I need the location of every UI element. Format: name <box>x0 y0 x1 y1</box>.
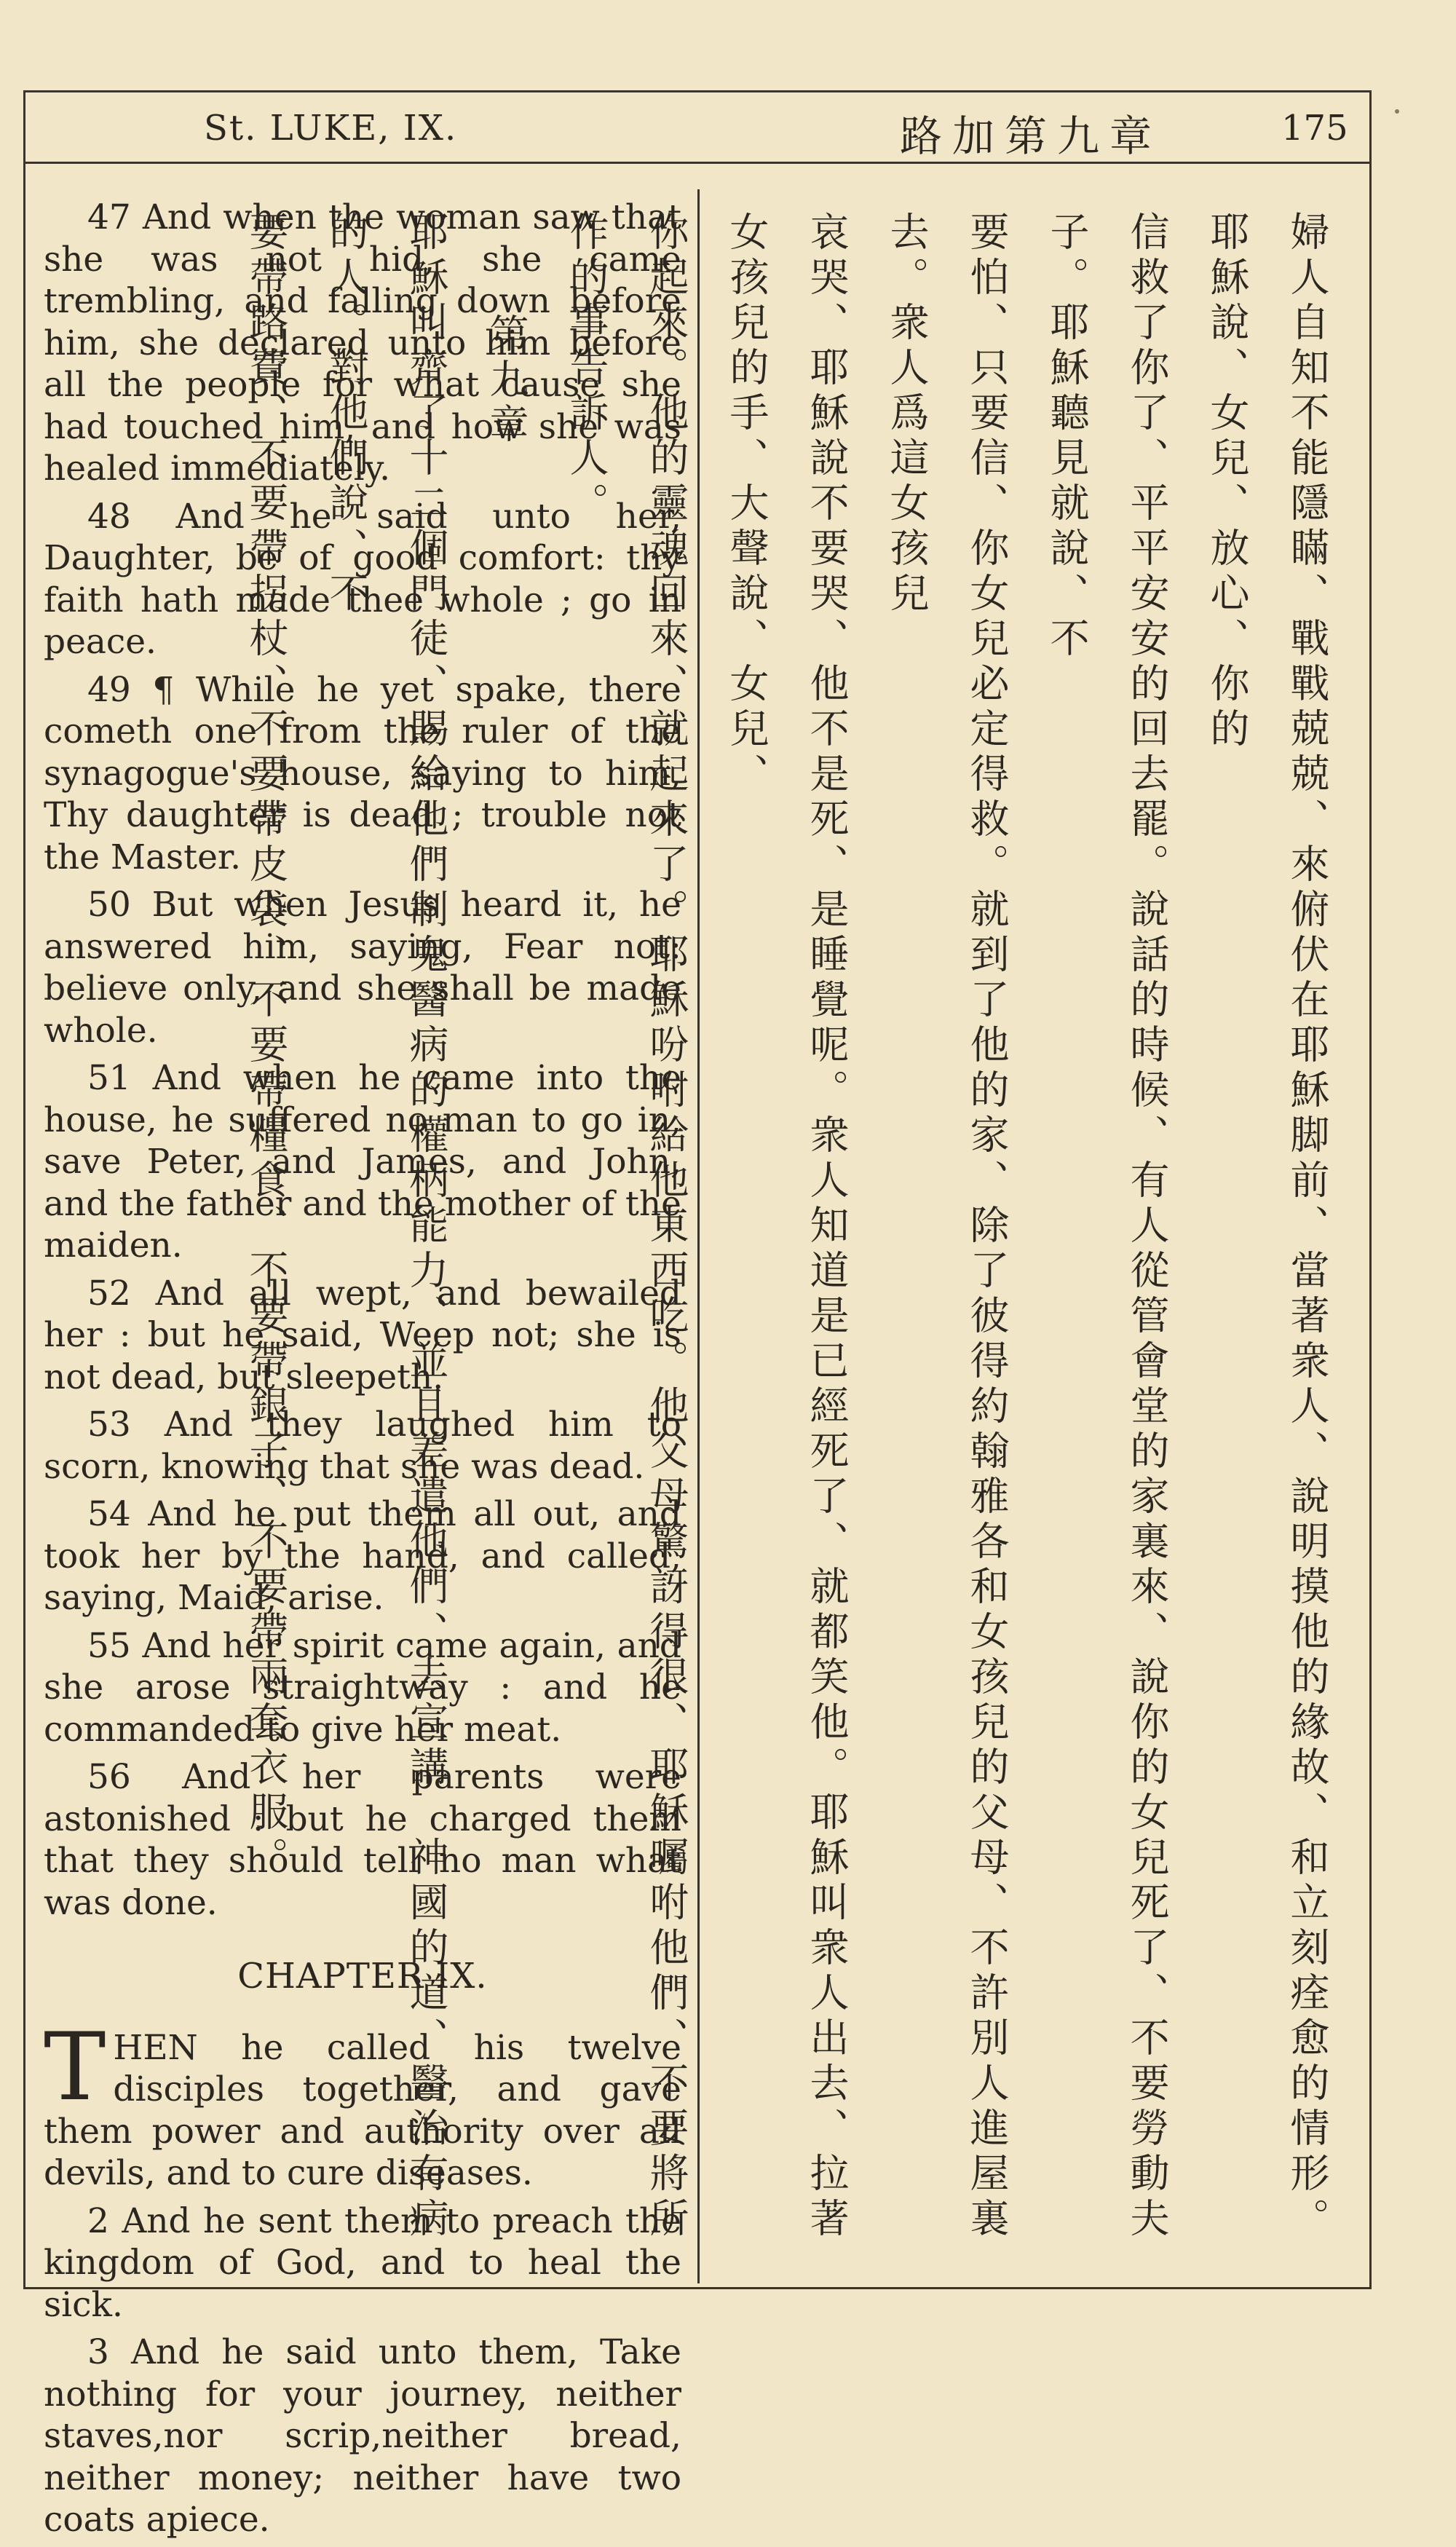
chinese-line-1: 婦人自知不能隱瞞、戰戰兢兢、來俯伏在耶穌脚前、當著衆人、說明摸他的緣故、和立刻痊愈的情形。耶穌說、女兒、放心、你的 <box>1204 211 1330 2243</box>
chinese-chapter-heading: 第九章 <box>483 313 529 449</box>
verse-48: 48 And he said unto her, Daughter, be of good comfort: thy faith hath made thee whole ; go in peace. <box>44 496 681 662</box>
verse-56: 56 And her parents were astonished : but he charged them that they should tell no man what was done. <box>44 1757 681 1923</box>
margin-mark <box>1395 109 1399 114</box>
verse-52: 52 And all wept, and bewailed her : but he said, Weep not; she is not dead, but sleepeth. <box>44 1273 681 1397</box>
chinese-line-5: 你起來。他的靈魂回來、就起來了。耶穌吩咐給他東西吃。他父母驚訝得很、耶穌囑咐他們、不要將所作的事告訴人。 <box>563 211 689 2243</box>
running-head-book: St. LUKE, IX. <box>204 108 458 149</box>
chinese-line-2: 信救了你了、平平安安的回去罷。說話的時候、有人從管會堂的家裏來、說你的女兒死了、不要勞動夫子。耶穌聽見就說、不 <box>1044 211 1170 2243</box>
verse-47: 47 And when the woman saw that she was not hid, she came trembling, and falling down before him, she declared unto him before all the people for what cause she had touched him, and how she was healed immediately. <box>44 197 681 489</box>
verse-53: 53 And they laughed him to scorn, knowing that she was dead. <box>44 1405 681 1487</box>
verse-50: 50 But when Jesus heard it, he answered him, saying, Fear not: believe only, and she shall be made whole. <box>44 885 681 1051</box>
running-head-chinese: 路加第九章 <box>900 111 1163 161</box>
chinese-line-8: 要帶路費、不要帶拐杖、不要帶皮袋、不要帶糧食、不要帶銀子、不要帶兩套衣服。 <box>243 211 289 1881</box>
drop-cap: T <box>44 2013 106 2122</box>
verse-55: 55 And her spirit came again, and she arose straightway : and he commanded to give her meat. <box>44 1625 681 1750</box>
chapter-title: CHAPTER IX. <box>237 1956 488 1997</box>
header-rule <box>23 162 1369 164</box>
verse-51: 51 And when he came into the house, he suffered no man to go in, save Peter, and James, and John, and the father and the mother of the maiden. <box>44 1058 681 1265</box>
chapter-9-verse-3: 3 And he said unto them, Take nothing for your journey, neither staves,nor scrip,neither bread, neither money; neither have two coats apiece. <box>44 2332 681 2540</box>
verse-49: 49 ¶ While he yet spake, there cometh one from the ruler of the synagogue's house, saying to him, Thy daughter is dead ; trouble not the Master. <box>44 669 681 877</box>
chinese-line-4: 哀哭、耶穌說不要哭、他不是死、是睡覺呢。衆人知道是已經死了、就都笑他。耶穌叫衆人出去、拉著女孩兒的手、大聲說、女兒、 <box>724 211 850 2243</box>
chinese-line-3: 要怕、只要信、你女兒必定得救。就到了他的家、除了彼得約翰雅各和女孩兒的父母、不許別人進屋裏去。衆人爲這女孩兒 <box>884 211 1010 2243</box>
chapter-9-verse-2: 2 And he sent them to preach the kingdom of God, and to heal the sick. <box>44 2200 681 2325</box>
verse-54: 54 And he put them all out, and took her by the hand, and called, saying, Maid, arise. <box>44 1494 681 1618</box>
verse-1-text: HEN he called his twelve disciples together, and gave them power and authority over all devils, and to cure diseases. <box>44 2027 681 2193</box>
chinese-line-7: 耶穌叫齊了十二個門徒、賜給他們制鬼醫病的權柄能力、並且差遣他們、去宣講 神國的道、醫治有病的人。對他們說、不 <box>323 211 449 2243</box>
page-number: 175 <box>1281 108 1348 149</box>
